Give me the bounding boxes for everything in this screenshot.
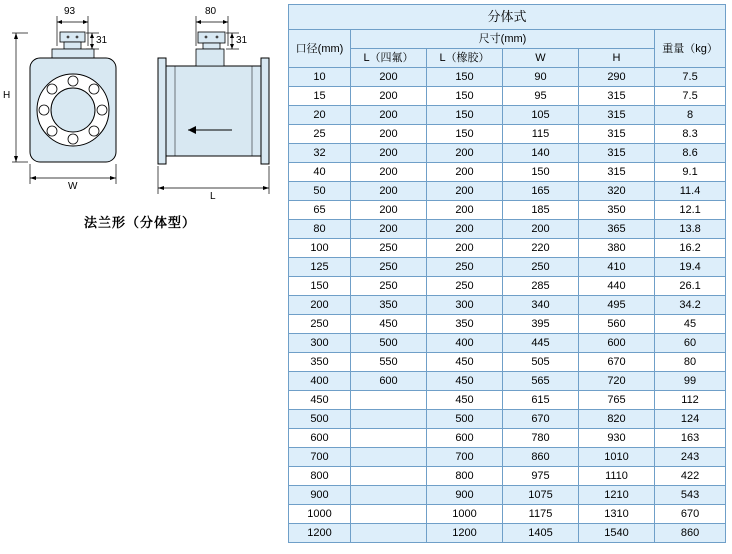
header-w: W (503, 49, 579, 68)
cell-l-rubber: 300 (427, 296, 503, 315)
table-row (289, 125, 726, 144)
dim-label-W: W (68, 181, 78, 192)
cell-l-tetra: 200 (351, 182, 427, 201)
table-row (289, 201, 726, 220)
cell-weight: 670 (655, 505, 726, 524)
table-row (289, 277, 726, 296)
table-title-row (289, 5, 726, 30)
cell-h: 350 (579, 201, 655, 220)
cell-diameter: 1200 (289, 524, 351, 543)
cell-l-tetra: 200 (351, 163, 427, 182)
cell-weight: 7.5 (655, 87, 726, 106)
cell-l-rubber: 200 (427, 201, 503, 220)
table-row (289, 410, 726, 429)
cell-weight: 163 (655, 429, 726, 448)
cell-h: 1110 (579, 467, 655, 486)
cell-weight: 13.8 (655, 220, 726, 239)
table-row (289, 372, 726, 391)
cell-w: 105 (503, 106, 579, 125)
table-body (289, 68, 726, 543)
cell-l-rubber: 150 (427, 87, 503, 106)
cell-weight: 12.1 (655, 201, 726, 220)
table-row (289, 163, 726, 182)
table-row (289, 182, 726, 201)
cell-diameter: 450 (289, 391, 351, 410)
cell-w: 250 (503, 258, 579, 277)
cell-l-tetra: 250 (351, 239, 427, 258)
cell-diameter: 100 (289, 239, 351, 258)
cell-diameter: 150 (289, 277, 351, 296)
table-row (289, 505, 726, 524)
cell-w: 975 (503, 467, 579, 486)
cell-l-tetra: 200 (351, 87, 427, 106)
cell-weight: 45 (655, 315, 726, 334)
flowmeter-diagram (0, 0, 288, 554)
cell-w: 1175 (503, 505, 579, 524)
cell-diameter: 32 (289, 144, 351, 163)
cell-h: 315 (579, 106, 655, 125)
cell-l-tetra: 500 (351, 334, 427, 353)
dim-label-31-left: 31 (96, 35, 108, 46)
cell-l-tetra: 550 (351, 353, 427, 372)
table-row (289, 220, 726, 239)
table-row (289, 68, 726, 87)
cell-h: 365 (579, 220, 655, 239)
cell-l-tetra: 200 (351, 106, 427, 125)
cell-w: 340 (503, 296, 579, 315)
cell-w: 1075 (503, 486, 579, 505)
cell-l-rubber: 250 (427, 277, 503, 296)
cell-w: 780 (503, 429, 579, 448)
cell-h: 820 (579, 410, 655, 429)
table-row (289, 144, 726, 163)
dim-label-H: H (3, 90, 11, 101)
cell-weight: 124 (655, 410, 726, 429)
cell-diameter: 300 (289, 334, 351, 353)
cell-diameter: 500 (289, 410, 351, 429)
cell-l-rubber: 1000 (427, 505, 503, 524)
cell-diameter: 50 (289, 182, 351, 201)
terminal-box (60, 32, 85, 42)
cell-l-tetra (351, 391, 427, 410)
cell-l-tetra: 200 (351, 201, 427, 220)
cell-l-rubber: 150 (427, 106, 503, 125)
header-diameter: 口径(mm) (289, 30, 351, 68)
terminal-box-neck (64, 42, 81, 49)
cell-weight: 80 (655, 353, 726, 372)
cell-diameter: 40 (289, 163, 351, 182)
cell-l-tetra: 250 (351, 258, 427, 277)
table-row (289, 429, 726, 448)
box-screw-left (67, 36, 70, 39)
cell-weight: 16.2 (655, 239, 726, 258)
cell-weight: 19.4 (655, 258, 726, 277)
cell-h: 600 (579, 334, 655, 353)
cell-diameter: 65 (289, 201, 351, 220)
cell-w: 115 (503, 125, 579, 144)
header-l-rubber: L（橡胶） (427, 49, 503, 68)
dim-label-L: L (210, 191, 216, 202)
cell-h: 560 (579, 315, 655, 334)
cell-h: 410 (579, 258, 655, 277)
cell-l-tetra: 450 (351, 315, 427, 334)
cell-w: 670 (503, 410, 579, 429)
table-row (289, 467, 726, 486)
cell-h: 930 (579, 429, 655, 448)
cell-l-tetra (351, 410, 427, 429)
cell-diameter: 400 (289, 372, 351, 391)
cell-diameter: 25 (289, 125, 351, 144)
cell-l-rubber: 200 (427, 239, 503, 258)
cell-l-tetra (351, 429, 427, 448)
cell-l-rubber: 150 (427, 125, 503, 144)
cell-weight: 8 (655, 106, 726, 125)
cell-h: 290 (579, 68, 655, 87)
diagram-caption: 法兰形（分体型） (84, 215, 197, 230)
cell-l-rubber: 200 (427, 163, 503, 182)
cell-diameter: 250 (289, 315, 351, 334)
cell-l-rubber: 350 (427, 315, 503, 334)
cell-weight: 8.3 (655, 125, 726, 144)
cell-diameter: 125 (289, 258, 351, 277)
cell-weight: 7.5 (655, 68, 726, 87)
cell-h: 440 (579, 277, 655, 296)
cell-w: 185 (503, 201, 579, 220)
cell-diameter: 200 (289, 296, 351, 315)
cell-l-rubber: 700 (427, 448, 503, 467)
cell-l-rubber: 450 (427, 372, 503, 391)
cell-h: 315 (579, 87, 655, 106)
table-row (289, 353, 726, 372)
cell-weight: 243 (655, 448, 726, 467)
header-weight: 重量（kg） (655, 30, 726, 68)
cell-w: 200 (503, 220, 579, 239)
flange-left-side (158, 58, 166, 164)
cell-w: 505 (503, 353, 579, 372)
cell-l-rubber: 200 (427, 182, 503, 201)
spec-table-container (288, 4, 728, 543)
cell-weight: 99 (655, 372, 726, 391)
cell-w: 860 (503, 448, 579, 467)
cell-w: 165 (503, 182, 579, 201)
dim-label-31-right: 31 (236, 35, 248, 46)
table-title: 分体式 (289, 5, 726, 30)
cell-l-rubber: 500 (427, 410, 503, 429)
box-screw-side-left (205, 36, 208, 39)
cell-w: 445 (503, 334, 579, 353)
cell-h: 380 (579, 239, 655, 258)
cell-w: 1405 (503, 524, 579, 543)
cell-w: 565 (503, 372, 579, 391)
cell-diameter: 350 (289, 353, 351, 372)
cell-l-tetra: 200 (351, 144, 427, 163)
cell-h: 1010 (579, 448, 655, 467)
cell-diameter: 600 (289, 429, 351, 448)
cell-diameter: 1000 (289, 505, 351, 524)
cell-l-tetra: 200 (351, 125, 427, 144)
cell-l-tetra (351, 448, 427, 467)
table-row (289, 87, 726, 106)
cell-l-rubber: 600 (427, 429, 503, 448)
terminal-box-side (198, 32, 225, 43)
cell-weight: 860 (655, 524, 726, 543)
cell-h: 1210 (579, 486, 655, 505)
cell-l-rubber: 450 (427, 391, 503, 410)
cell-diameter: 20 (289, 106, 351, 125)
box-screw-side-right (216, 36, 219, 39)
header-l-tetra: L（四氟） (351, 49, 427, 68)
table-row (289, 239, 726, 258)
cell-h: 720 (579, 372, 655, 391)
table-row (289, 258, 726, 277)
cell-l-rubber: 900 (427, 486, 503, 505)
cell-h: 495 (579, 296, 655, 315)
cell-h: 315 (579, 163, 655, 182)
table-row (289, 334, 726, 353)
table-row (289, 486, 726, 505)
cell-l-tetra (351, 486, 427, 505)
cell-weight: 112 (655, 391, 726, 410)
cell-diameter: 80 (289, 220, 351, 239)
cell-diameter: 800 (289, 467, 351, 486)
cell-h: 320 (579, 182, 655, 201)
sensor-neck-side (196, 49, 224, 66)
cell-l-rubber: 450 (427, 353, 503, 372)
cell-diameter: 15 (289, 87, 351, 106)
cell-w: 90 (503, 68, 579, 87)
cell-weight: 60 (655, 334, 726, 353)
table-head (289, 5, 726, 68)
cell-l-rubber: 800 (427, 467, 503, 486)
cell-l-rubber: 200 (427, 144, 503, 163)
box-screw-right (76, 36, 79, 39)
cell-l-tetra (351, 524, 427, 543)
cell-weight: 11.4 (655, 182, 726, 201)
table-row (289, 391, 726, 410)
table-row (289, 106, 726, 125)
cell-weight: 8.6 (655, 144, 726, 163)
cell-h: 315 (579, 144, 655, 163)
cell-h: 670 (579, 353, 655, 372)
table-row (289, 296, 726, 315)
flange-right-side (261, 58, 269, 164)
cell-l-tetra: 600 (351, 372, 427, 391)
cell-w: 615 (503, 391, 579, 410)
cell-w: 150 (503, 163, 579, 182)
header-size-group: 尺寸(mm) (351, 30, 655, 49)
cell-diameter: 900 (289, 486, 351, 505)
dim-H-line (12, 33, 28, 162)
flange-bore (51, 88, 95, 132)
header-h: H (579, 49, 655, 68)
cell-weight: 422 (655, 467, 726, 486)
cell-weight: 543 (655, 486, 726, 505)
cell-l-rubber: 250 (427, 258, 503, 277)
cell-l-rubber: 1200 (427, 524, 503, 543)
cell-h: 1540 (579, 524, 655, 543)
spec-table (288, 4, 726, 543)
table-header-row-1 (289, 30, 726, 49)
cell-h: 315 (579, 125, 655, 144)
cell-weight: 34.2 (655, 296, 726, 315)
cell-w: 95 (503, 87, 579, 106)
cell-w: 220 (503, 239, 579, 258)
cell-l-tetra: 200 (351, 220, 427, 239)
cell-weight: 26.1 (655, 277, 726, 296)
table-row (289, 448, 726, 467)
table-row (289, 524, 726, 543)
dim-L-line (158, 166, 269, 194)
cell-w: 140 (503, 144, 579, 163)
sensor-body-side (164, 66, 263, 156)
cell-h: 1310 (579, 505, 655, 524)
cell-l-rubber: 150 (427, 68, 503, 87)
cell-diameter: 700 (289, 448, 351, 467)
cell-l-tetra: 250 (351, 277, 427, 296)
cell-h: 765 (579, 391, 655, 410)
cell-w: 285 (503, 277, 579, 296)
cell-l-tetra (351, 467, 427, 486)
table-row (289, 315, 726, 334)
cell-l-rubber: 200 (427, 220, 503, 239)
cell-l-tetra: 200 (351, 68, 427, 87)
cell-l-tetra: 350 (351, 296, 427, 315)
cell-l-rubber: 400 (427, 334, 503, 353)
cell-diameter: 10 (289, 68, 351, 87)
dim-label-80: 80 (205, 6, 217, 17)
cell-weight: 9.1 (655, 163, 726, 182)
cell-l-tetra (351, 505, 427, 524)
cell-w: 395 (503, 315, 579, 334)
dim-label-93: 93 (64, 6, 76, 17)
terminal-box-neck-side (203, 43, 220, 49)
